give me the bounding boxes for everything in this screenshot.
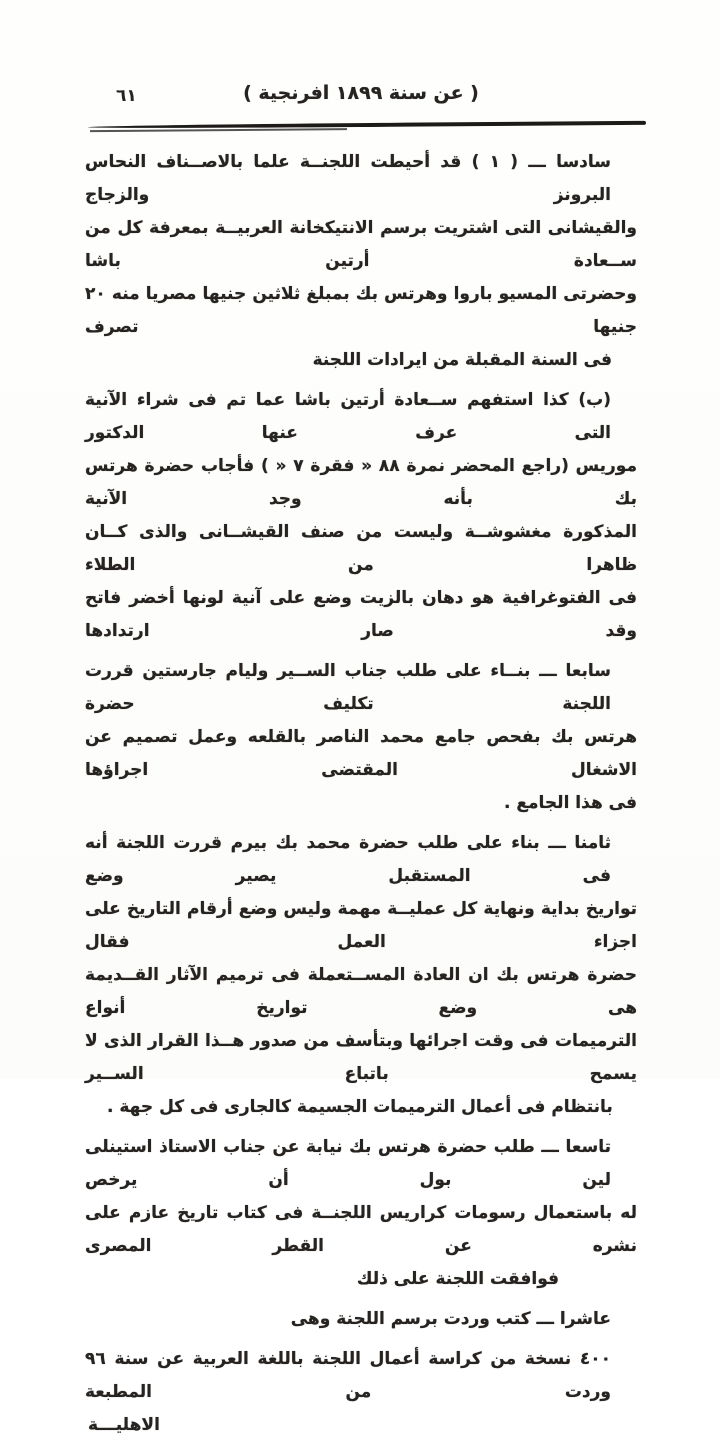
text-line: فى الفتوغرافية هو دهان بالزيت وضع على آنية لونها أخضر فاتح وقد صار ارتدادها xyxy=(85,582,637,648)
text-line: هرتس بك بفحص جامع محمد الناصر بالقلعه وعمل تصميم عن الاشغال المقتضى اجراؤها xyxy=(85,721,637,787)
text-line: ٤٠٠ نسخة من كراسة أعمال اللجنة باللغة العربية عن سنة ٩٦ وردت من المطبعة xyxy=(85,1343,637,1409)
text-line: تاسعا ـــ طلب حضرة هرتس بك نيابة عن جناب الاستاذ استينلى لين بول أن يرخص xyxy=(85,1131,637,1197)
text-line: المذكورة مغشوشــة وليست من صنف القيشــانى والذى كــان ظاهرا من الطلاء xyxy=(85,516,637,582)
text-line: له باستعمال رسومات كراريس اللجنــة فى كتاب تاريخ عازم على نشره عن القطر المصرى xyxy=(85,1197,637,1263)
paragraph-sixth xyxy=(85,146,637,377)
text-line: فى هذا الجامع . xyxy=(85,787,637,820)
text-line: حضرة هرتس بك ان العادة المســتعملة فى ترميم الآثار القــديمة هى وضع تواريخ أنواع xyxy=(85,959,637,1025)
paragraph-books-received xyxy=(85,1343,637,1442)
text-line: فوافقت اللجنة على ذلك xyxy=(85,1263,637,1296)
header-divider-rule xyxy=(88,121,646,129)
text-line: بانتظام فى أعمال الترميمات الجسيمة كالجارى فى كل جهة . xyxy=(85,1091,637,1124)
text-line: سابعا ـــ بنــاء على طلب جناب الســير وليام جارستين قررت اللجنة تكليف حضرة xyxy=(85,655,637,721)
header-title: ( عن سنة ١٨٩٩ افرنجية ) xyxy=(85,82,637,104)
paragraph-seventh xyxy=(85,655,637,820)
paragraph-ninth xyxy=(85,1131,637,1296)
text-line: موريس (راجع المحضر نمرة ٨٨ « فقرة ٧ « ) فأجاب حضرة هرتس بك بأنه وجد الآنية xyxy=(85,450,637,516)
page-number: ٦١ xyxy=(116,86,137,106)
text-line: (ب) كذا استفهم ســعادة أرتين باشا عما تم فى شراء الآنية التى عرف عنها الدكتور xyxy=(85,384,637,450)
text-line: عاشرا ـــ كتب وردت برسم اللجنة وهى xyxy=(85,1303,637,1336)
text-line: وحضرتى المسيو باروا وهرتس بك بمبلغ ثلاثين جنيها مصريا منه ٢٠ جنيها تصرف xyxy=(85,278,637,344)
text-line: سادسا ـــ ( ١ ) قد أحيطت اللجنــة علما بالاصــناف النحاس البرونز والزجاج xyxy=(85,146,637,212)
text-line: والقيشانى التى اشتريت برسم الانتيكخانة العربيــة بمعرفة كل من ســعادة أرتين باشا xyxy=(85,212,637,278)
text-line: الترميمات فى وقت اجرائها وبتأسف من صدور هــذا القرار الذى لا يسمح باتباع الســير xyxy=(85,1025,637,1091)
document-body xyxy=(85,146,637,1449)
paragraph-eighth xyxy=(85,827,637,1124)
paragraph-tenth xyxy=(85,1303,637,1336)
paragraph-b xyxy=(85,384,637,648)
text-line: ثامنا ـــ بناء على طلب حضرة محمد بك بيرم قررت اللجنة أنه فى المستقبل يصير وضع xyxy=(85,827,637,893)
text-line: فى السنة المقبلة من ايرادات اللجنة xyxy=(85,344,637,377)
text-line: الاهليـــة xyxy=(85,1409,637,1442)
text-line: تواريخ بداية ونهاية كل عمليــة مهمة وليس وضع أرقام التاريخ على اجزاء العمل فقال xyxy=(85,893,637,959)
